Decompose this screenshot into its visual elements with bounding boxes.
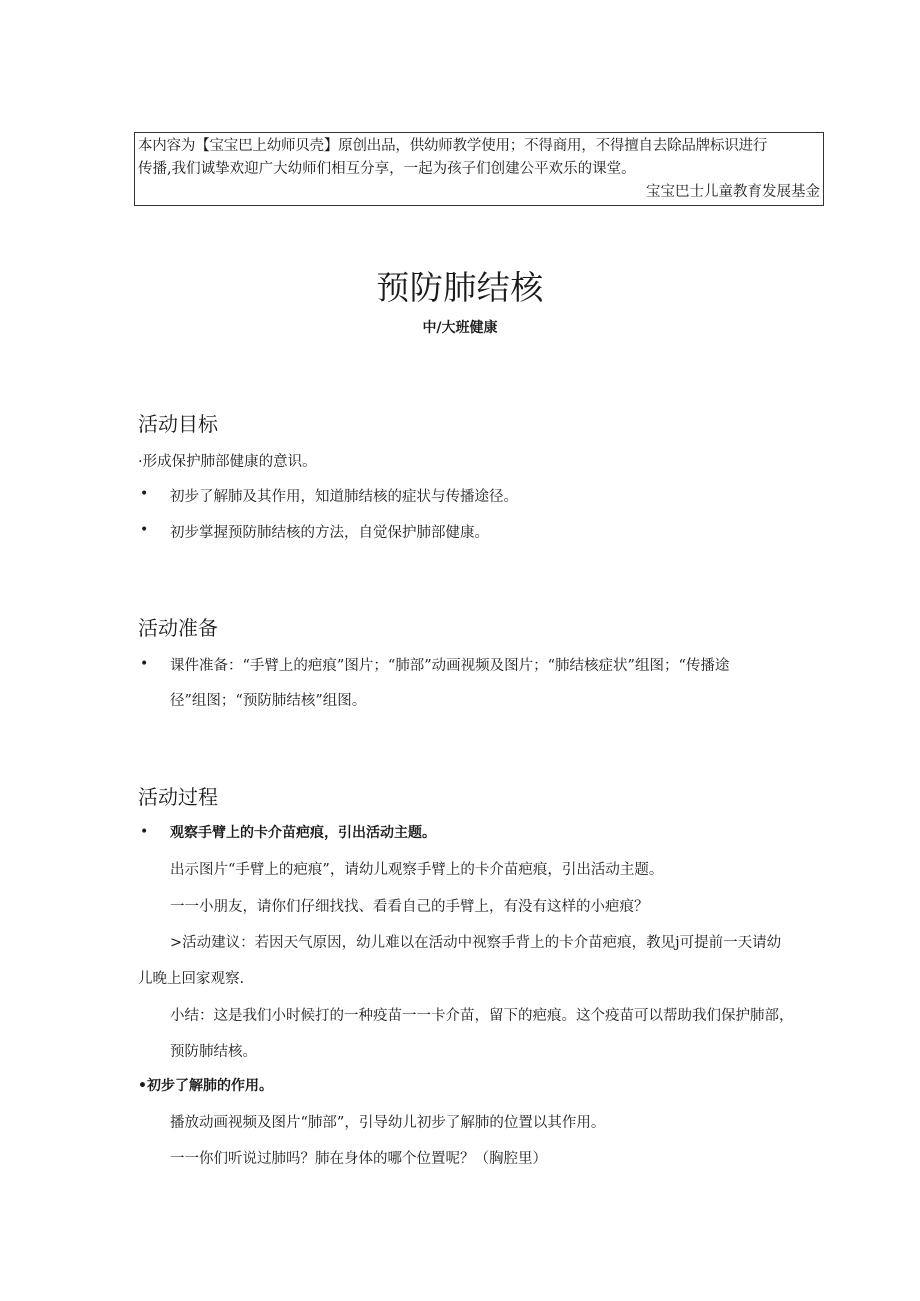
step2-paragraph-1: 播放动画视频及图片“肺部”，引导幼儿初步了解肺的位置以其作用。 <box>170 1115 606 1131</box>
step2-title: •初步了解肺的作用。 <box>138 1078 273 1094</box>
step1-suggestion-line-1: >活动建议：若因天气原因，幼儿难以在活动中视察手背上的卡介苗疤痕，教见j可提前一天请幼 <box>170 935 782 951</box>
bullet-marker: • <box>140 486 149 502</box>
bullet-marker: • <box>140 522 149 538</box>
step1-title: 观察手臂上的卡介苗疤痕，引出活动主题。 <box>170 825 436 841</box>
prep-line-1: 课件准备：“手臂上的疤痕”图片；“肺部”动画视频及图片；“肺结核症状”组图；“传播途 <box>170 658 730 674</box>
step2-paragraph-2: 一一你们听说过肺吗？肺在身体的哪个位置呢？（胸腔里） <box>170 1151 547 1167</box>
copyright-notice-box <box>134 132 824 206</box>
page-subtitle: 中/大班健康 <box>422 320 498 336</box>
page-title: 预防肺结核 <box>376 268 544 307</box>
step1-paragraph-2: 一一小朋友，请你们仔细找找、看看自己的手臂上，有没有这样的小疤痕？ <box>170 899 649 915</box>
bullet-marker: • <box>140 824 149 840</box>
bullet-marker: • <box>140 656 149 672</box>
step1-summary-line-2: 预防肺结核。 <box>170 1044 257 1060</box>
step1-summary-line-1: 小结：这是我们小时候打的一种疫苗一一卡介苗，留下的疤痕。这个疫苗可以帮助我们保护肺部， <box>170 1008 794 1024</box>
goal-item-2: 初步掌握预防肺结核的方法，自觉保护肺部健康。 <box>170 525 489 541</box>
step1-paragraph-1: 出示图片“手臂上的疤痕”，请幼儿观察手臂上的卡介苗疤痕，引出活动主题。 <box>170 862 664 878</box>
notice-line-2: 传播,我们诚挚欢迎广大幼师们相互分享，一起为孩子们创建公平欢乐的课堂。 <box>138 161 636 177</box>
goal-item-1: 初步了解肺及其作用，知道肺结核的症状与传播途径。 <box>170 489 518 505</box>
section-heading-process: 活动过程 <box>138 785 218 809</box>
notice-line-1: 本内容为【宝宝巴上幼师贝壳】原创出品，供幼师教学使用；不得商用，不得擅自去除品牌标识进行 <box>138 138 768 154</box>
prep-line-2: 径”组图；“预防肺结核”组图。 <box>170 693 367 709</box>
step1-suggestion-line-2: 儿晚上回家观察. <box>138 971 245 987</box>
notice-organization: 宝宝巴士儿童教育发展基金 <box>646 184 820 200</box>
goal-item-0: ·形成保护肺部健康的意识。 <box>138 454 317 470</box>
section-heading-goals: 活动目标 <box>138 412 218 436</box>
section-heading-prep: 活动准备 <box>138 616 218 640</box>
